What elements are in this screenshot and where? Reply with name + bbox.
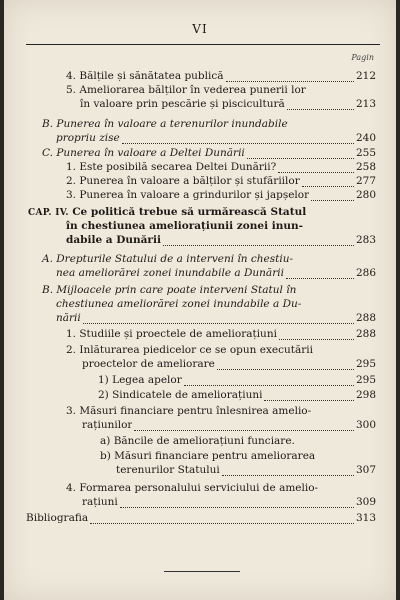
toc-entry-line: 4. Formarea personalului serviciului de amelio- <box>66 482 319 494</box>
page-column-label: Pagin <box>351 53 374 62</box>
page-number-roman: VI <box>192 22 208 36</box>
toc-entry-line: 3. Măsuri financiare pentru înlesnirea amelio- <box>66 405 312 417</box>
toc-entry: 2. Punerea în valoare a bălților și stufăriilor 277 <box>66 175 376 187</box>
toc-entry-line: a) Băncile de ameliorațiuni funciare. <box>100 435 295 447</box>
table-of-contents <box>4 0 396 600</box>
chapter-label: CAP. IV. <box>28 208 69 218</box>
toc-entry-line: b) Măsuri financiare pentru ameliorarea <box>100 450 316 462</box>
toc-section-line: A. Drepturile Statului de a interveni în chestiu- <box>42 253 294 265</box>
toc-chapter-line: CAP. IV. Ce politică trebue să urmărească Statul <box>28 206 307 218</box>
toc-section: propriu zise 240 <box>56 132 376 144</box>
toc-section-line: chestiunea ameliorărei zonei inundabile a Du- <box>56 298 302 310</box>
toc-entry: 2) Sindicatele de ameliorațiuni 298 <box>98 389 376 401</box>
toc-entry: 1. Studiile și proectele de ameliorațiuni 288 <box>66 328 376 340</box>
toc-entry: 3. Punerea în valoare a grindurilor și japșelor 280 <box>66 189 376 201</box>
toc-entry: în valoare prin pescărie și piscicultură 213 <box>80 98 376 110</box>
toc-entry: proectelor de ameliorare 295 <box>82 358 376 370</box>
toc-entry-line: 2. Inlăturarea piedicelor ce se opun executării <box>66 344 313 356</box>
toc-entry: rațiunilor 300 <box>82 419 376 431</box>
toc-entry: terenurilor Statului 307 <box>116 464 376 476</box>
toc-section: nea ameliorărei zonei inundabile a Dunării 286 <box>56 267 376 279</box>
toc-entry: 1) Legea apelor 295 <box>98 374 376 386</box>
book-page <box>4 0 396 600</box>
toc-entry-line: 5. Ameliorarea bălților în vederea punerii lor <box>66 84 306 96</box>
toc-chapter: dabile a Dunării 283 <box>66 234 376 246</box>
bottom-rule <box>164 571 240 572</box>
toc-entry: rațiuni 309 <box>82 496 376 508</box>
toc-entry: 1. Este posibilă secarea Deltei Dunării? 258 <box>66 161 376 173</box>
toc-section-line: B. Punerea în valoare a terenurilor inundabile <box>42 118 288 130</box>
toc-section-line: B. Mijloacele prin care poate interveni Statul în <box>42 284 297 296</box>
toc-entry: Bibliografia 313 <box>26 512 376 524</box>
toc-entry: 4. Bălțile și sănătatea publică 212 <box>66 70 376 82</box>
toc-section: C. Punerea în valoare a Deltei Dunării 255 <box>42 147 376 159</box>
toc-chapter-line: în chestiunea ameliorațiunii zonei inun- <box>66 220 303 232</box>
toc-section: nării 288 <box>56 312 376 324</box>
